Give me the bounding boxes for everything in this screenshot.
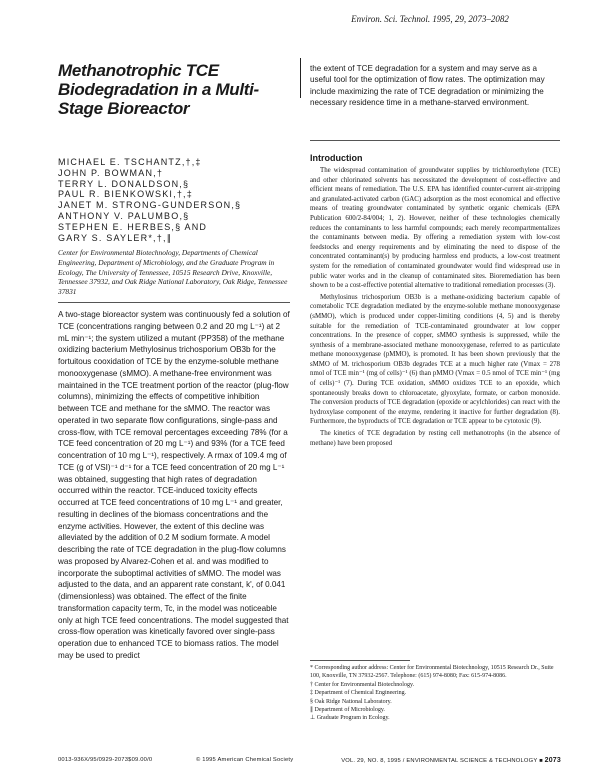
footnote: ∥ Department of Microbiology.	[310, 707, 385, 714]
affiliation: Center for Environmental Biotechnology, Departments of Chemical Engineering, Department of Microbiology, and the Graduate Program in Ecology, The University of Tennessee, 10515 Research Drive, Knoxville, Tennessee 37932, and Oak Ridge National Laboratory, Oak Ridge, Tennessee 37831	[58, 248, 288, 297]
author: ANTHONY V. PALUMBO,§	[58, 210, 190, 221]
abstract-divider	[58, 302, 290, 303]
introduction-body	[310, 166, 560, 448]
intro-paragraph: The kinetics of TCE degradation by resting cell methanotrophs (in the absence of methane) have been proposed	[310, 430, 560, 447]
abstract-continuation-block	[310, 63, 560, 108]
footnote-divider	[310, 660, 410, 661]
abstract-paragraph: A two-stage bioreactor system was continuously fed a solution of TCE (concentrations ranging between 0.2 and 20 mg L⁻¹) at 2 mL min⁻¹; the system utilized a mutant (PP358) of the methane oxidizing bacterium Methylosinus trichosporium OB3b for the fortuitous cooxidation of TCE by the enzyme-soluble methane monooxygenase (sMMO). A methane-free environment was maintained in the TCE treatment portion of the reactor (plug-flow columns), minimizing the effects of competitive inhibition between TCE and methane for the sMMO. The reactor was operated in two separate flow configurations, single-pass and cross-flow, with TCE removal percentages exceeding 78% (for a TCE feed concentration of 20 mg L⁻¹) and 93% (for a TCE feed concentration of 10 mg L⁻¹), respectively. A rmax of 109.4 mg of TCE (g of VSI)⁻¹ d⁻¹ for a TCE feed concentration of 20 mg L⁻¹ was obtained, suggesting that high rates of degradation occurred within the reactor. TCE-induced toxicity effects occurred at TCE feed concentrations of 10 mg L⁻¹ and greater, resulting in declines of the biomass concentrations and the enzyme activities. However, the extent of this decline was alleviated by the addition of 0.2 M sodium formate. A model describing the rate of TCE degradation in the plug-flow columns was proposed by Alvarez-Cohen et al. and was modified to incorporate the suboptimal activities of sMMO. The model was adjusted to the data, and an apparent rate constant, k', of 0.041 (dimensionless) was obtained. The effect of the finite transformation capacity term, Tc, in the model was noticeable only at high TCE feed concentrations. The model suggested that cross-flow operation was kinetically favored over single-pass operation due to enhanced TCE to biomass ratios. The model may be used to predict	[58, 310, 290, 660]
author: JANET M. STRONG-GUNDERSON,§	[58, 200, 242, 211]
page-number: 2073	[544, 757, 561, 764]
footer-copyright: © 1995 American Chemical Society	[196, 757, 294, 763]
running-head: Environ. Sci. Technol. 1995, 29, 2073–2082	[351, 14, 509, 24]
author: PAUL R. BIENKOWSKI,†,‡	[58, 189, 193, 200]
footnote: § Oak Ridge National Laboratory.	[310, 698, 392, 705]
column-divider	[300, 58, 301, 98]
author: GARY S. SAYLER*,†,∥	[58, 232, 173, 243]
footnote: * Corresponding author address: Center for Environmental Biotechnology, 10515 Research Dr., Suite 100, Knoxville, TN 37932-2567. Telephone: (615) 974-8080; Fax: 615-974-8086.	[310, 665, 554, 680]
intro-paragraph: Methylosinus trichosporium OB3b is a methane-oxidizing bacterium capable of cometabolic TCE degradation mediated by the enzyme-soluble methane monooxygenase (sMMO), which is produced under copper-limiting conditions (4, 5) and is thereby suitable for the remediation of TCE-contaminated groundwater at low copper concentrations. In the presence of copper, sMMO synthesis is suppressed, while the synthesis of a membrane-associated methane monooxygenase, referred to as particulate methane monooxygenase (pMMO), is promoted. It has been shown previously that the sMMO of M. trichosporium OB3b degrades TCE at a much higher rate (Vmax = 278 nmol of TCE min⁻¹ (mg of cells)⁻¹ (6) than pMMO (Vmax = 0.5 nmol of TCE min⁻¹ (mg of cells)⁻¹ (7). During TCE oxidation, sMMO oxidizes TCE to an epoxide, which spontaneously breaks down to chloroacetate, glyoxylate, formate, or carbon monoxide. The conversion products of TCE degradation (epoxide or acylchlorides) can react with the hydroxylase component of the enzyme, rendering it inactive for further degradation (8). Furthermore, the byproducts of TCE degradation or TCE appear to be cytotoxic (9).	[310, 293, 560, 426]
footnote: † Center for Environmental Biotechnology.	[310, 681, 415, 688]
author: MICHAEL E. TSCHANTZ,†,‡	[58, 157, 202, 167]
intro-paragraph: The widespread contamination of groundwater supplies by trichloroethylene (TCE) and other chlorinated solvents has necessitated the development of cost-effective and efficient means of remediation. The U.S. EPA has identified counter-current air-stripping and granulated-activated carbon (GAC) adsorption as the most economical and effective means of treating groundwater contaminated by synthetic organic chemicals (EPA Publication 600/2-84/004; 1, 2). However, neither of these technologies chemically reduces the contaminants to less harmful compounds; each merely recompartmentalizes the contaminants between media. By offering a remediation system with low-cost feedstocks and energy requirements and by eliminating the need to dispose of the concentrated contaminant(s) by producing harmless end products, a low-cost treatment system for the remediation of contaminated groundwater would find widespread use in public water works and in the cleanup of contaminated sites. Bioremediation has been shown to be a cost-effective potential alternative to traditional remediation processes (3).	[310, 167, 560, 290]
footer-journal-text: VOL. 29, NO. 8, 1995 / ENVIRONMENTAL SCIENCE & TECHNOLOGY ■	[341, 758, 543, 764]
author-list	[58, 157, 288, 243]
intro-divider	[310, 140, 560, 141]
abstract-continuation: the extent of TCE degradation for a system and may serve as a useful tool for the optimization of flow rates. The optimization may include maximizing the rate of TCE degradation or minimizing the necessary residence time in a methane-starved environment.	[310, 64, 545, 107]
footnote: ⊥ Graduate Program in Ecology.	[310, 715, 390, 722]
abstract	[58, 309, 290, 662]
article-title: Methanotrophic TCE Biodegradation in a Multi-Stage Bioreactor	[58, 61, 259, 118]
footnotes	[310, 664, 560, 723]
author: JOHN P. BOWMAN,†	[58, 167, 164, 178]
footnote: ‡ Department of Chemical Engineering.	[310, 690, 407, 697]
footer-code: 0013-936X/95/0929-2073$09.00/0	[58, 757, 153, 763]
section-heading-introduction: Introduction	[310, 153, 363, 163]
footer-journal-info	[341, 757, 561, 764]
author: STEPHEN E. HERBES,§ AND	[58, 221, 208, 232]
author: TERRY L. DONALDSON,§	[58, 178, 190, 189]
